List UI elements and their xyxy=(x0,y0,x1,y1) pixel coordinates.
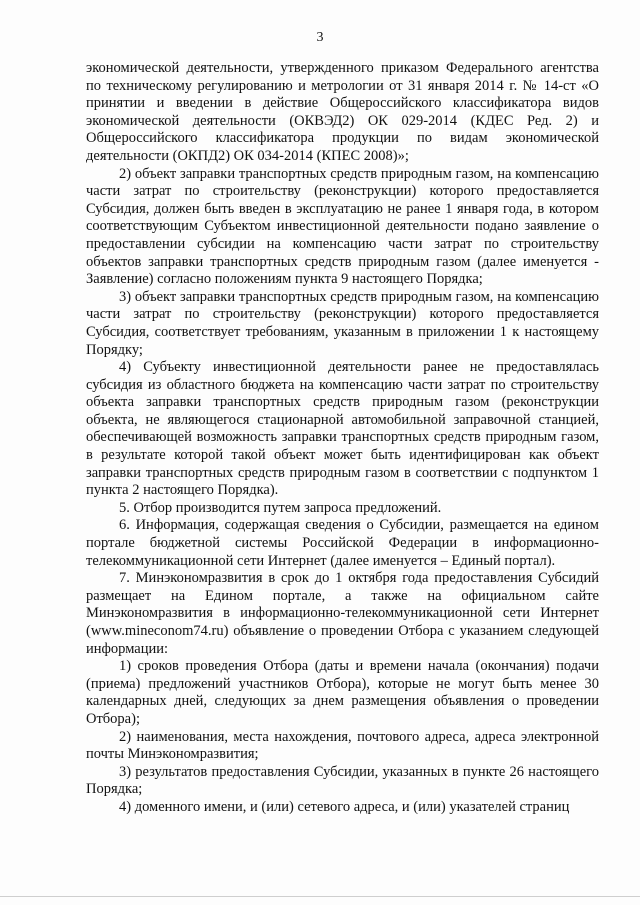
paragraph-subitem-3: 3) результатов предоставления Субсидии, указанных в пункте 26 настоящего Порядка; xyxy=(86,763,599,798)
scan-edge-divider xyxy=(0,896,640,897)
paragraph-subitem-2: 2) наименования, места нахождения, почтового адреса, адреса электронной почты Минэкономразвития; xyxy=(86,728,599,763)
document-body xyxy=(86,60,599,817)
paragraph-item-2: 2) объект заправки транспортных средств природным газом, на компенсацию части затрат по строительству (реконструкции) которого предоставляется Субсидия, должен быть введен в эксплуатацию не ранее 1 января года, в котором соответствующим Субъектом инвестиционной деятельности подано заявление о предоставлении субсидии на компенсацию части затрат по строительству объектов заправки транспортных средств природным газом (далее именуется - Заявление) согласно положениям пункта 9 настоящего Порядка; xyxy=(86,165,599,288)
paragraph-subitem-4: 4) доменного имени, и (или) сетевого адреса, и (или) указателей страниц xyxy=(119,798,570,815)
paragraph-continuation: экономической деятельности, утвержденного приказом Федерального агентства по техническому регулированию и метрологии от 31 января 2014 г. № 14-ст «О принятии и введении в действие Общероссийского классификатора видов экономической деятельности (ОКВЭД2) ОК 029-2014 (КДЕС Ред. 2) и Общероссийского классификатора продукции по видам экономической деятельности (ОКПД2) ОК 034-2014 (КПЕС 2008)»; xyxy=(86,60,599,164)
paragraph-subitem-1: 1) сроков проведения Отбора (даты и времени начала (окончания) подачи (приема) предложений участников Отбора), которые не могут быть менее 30 календарных дней, следующих за днем размещения объявления о проведении Отбора); xyxy=(86,658,599,727)
paragraph-item-3: 3) объект заправки транспортных средств природным газом, на компенсацию части затрат по строительству (реконструкции) которого предоставляется Субсидия, соответствует требованиям, указанным в приложении 1 к настоящему Порядку; xyxy=(86,288,599,358)
page-number: 3 xyxy=(316,30,324,45)
paragraph-item-4: 4) Субъекту инвестиционной деятельности ранее не предоставлялась субсидия из областного бюджета на компенсацию части затрат по строительству объекта заправки транспортных средств природным газом (реконструкции объекта, не являющегося стационарной автомобильной заправочной станцией, обеспечивающей возможность заправки транспортных средств природным газом, в результате которой такой объект может быть идентифицирован как объект заправки транспортных средств природным газом в соответствии с подпунктом 1 пункта 2 настоящего Порядка). xyxy=(86,359,599,499)
paragraph-clause-5: 5. Отбор производится путем запроса предложений. xyxy=(119,499,442,516)
paragraph-clause-7: 7. Минэкономразвития в срок до 1 октября года предоставления Субсидий размещает на Едином портале, а также на официальном сайте Минэкономразвития в информационно-телекоммуникационной сети Интернет (www.mineconom74.ru) объявление о проведении Отбора с указанием следующей информации: xyxy=(86,570,599,657)
paragraph-clause-6: 6. Информация, содержащая сведения о Субсидии, размещается на едином портале бюджетной системы Российской Федерации в информационно-телекоммуникационной сети Интернет (далее именуется – Единый портал). xyxy=(86,517,599,569)
